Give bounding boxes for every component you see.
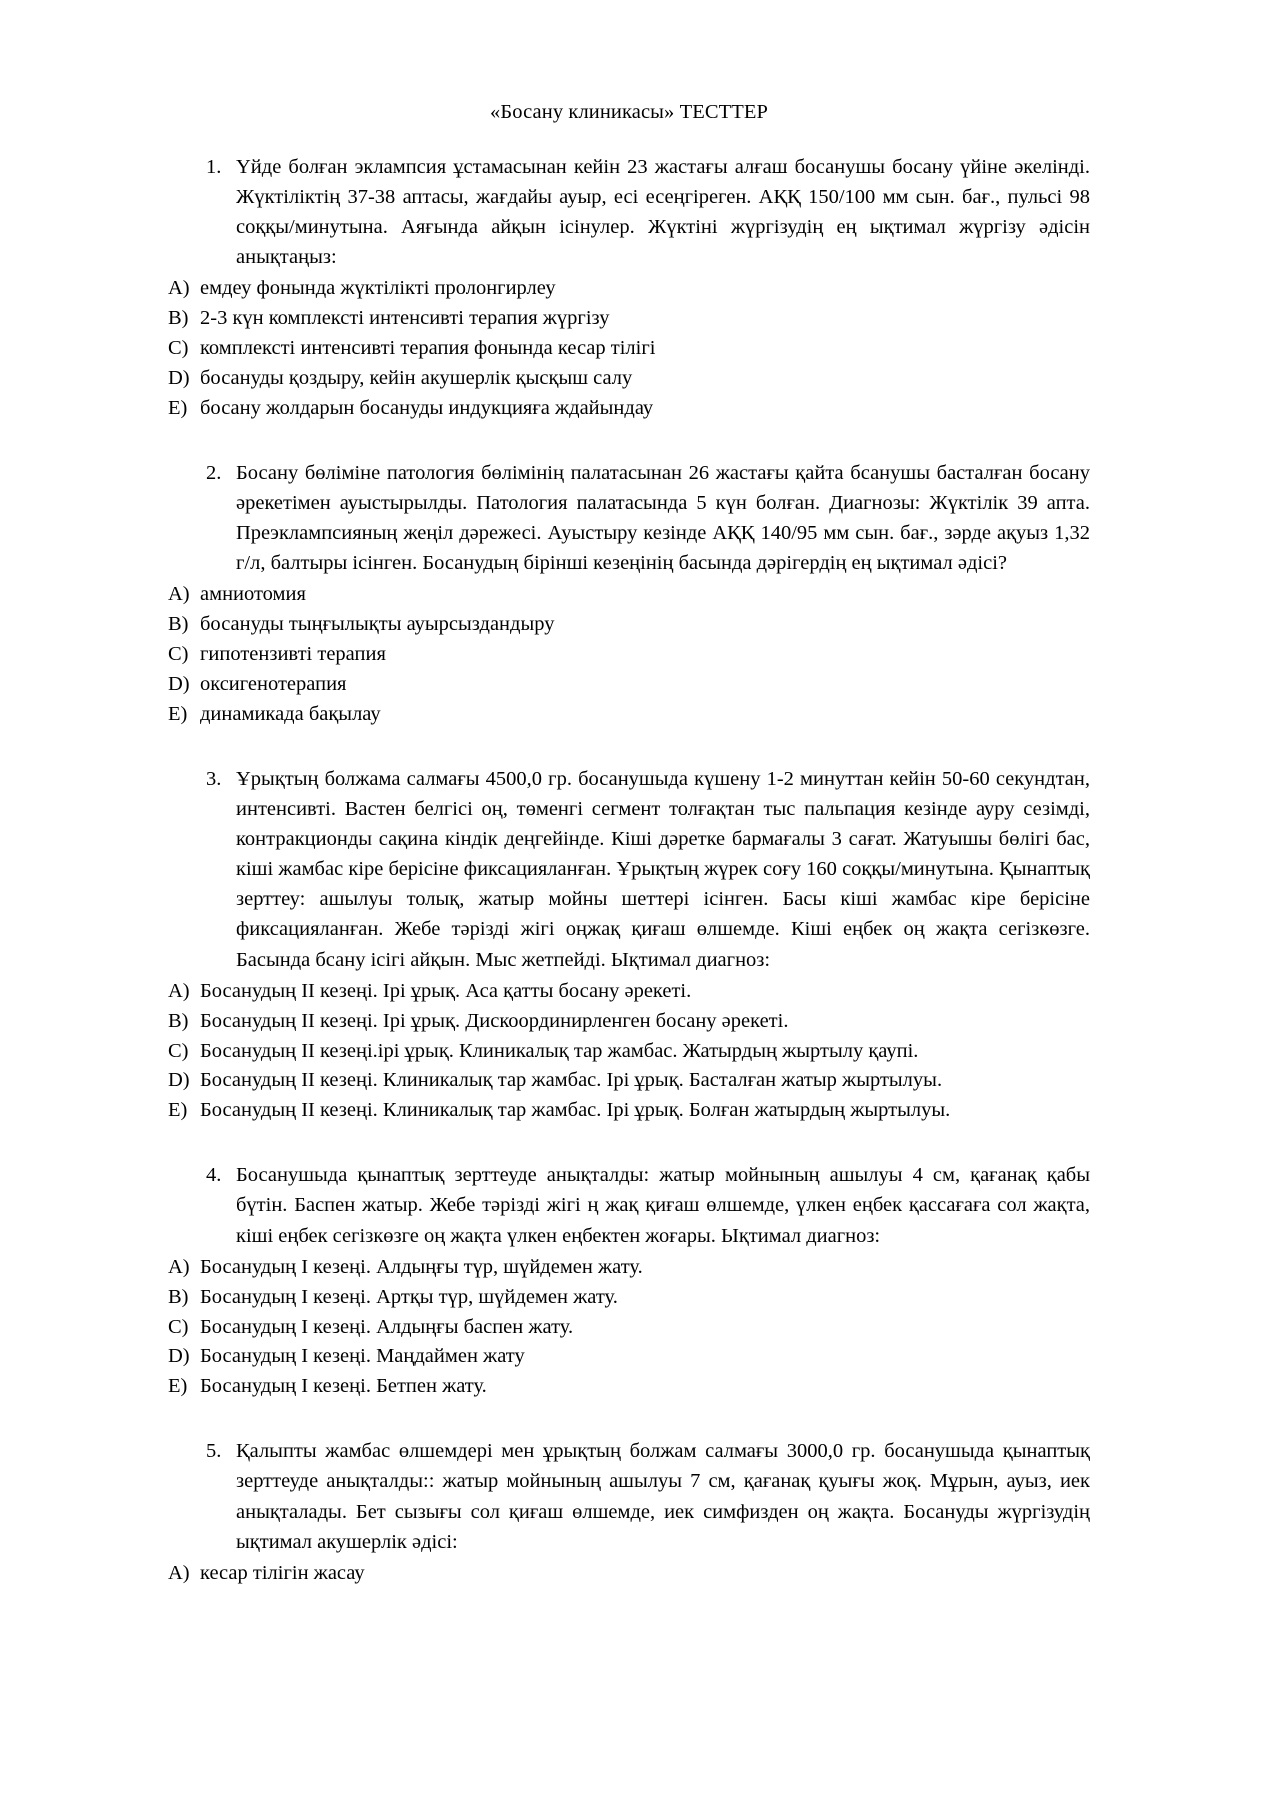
option-letter: E) [168,1099,188,1122]
option-text: гипотензивті терапия [200,643,386,666]
option-letter: C) [168,1315,189,1338]
option-text: комплексті интенсивті терапия фонында кесар тілігі [200,336,656,359]
question-text: Босану бөліміне патология бөлімінің палатасынан 26 жастағы қайта бсанушы басталған босану әрекетімен ауыстырылды. Патология палатасында 5 күн болған. Диагнозы: Жүктілік 39 апта. Преэклампсияның жеңіл дәрежесі. Ауыстыру кезінде АҚҚ 140/95 мм сын. бағ., зәрде ақуыз 1,32 г/л, балтыры ісінген. Босанудың бірінші кезеңінің басында дәрігердің ең ықтимал әдісі? [236,461,1090,575]
option-text: Босанудың ІІ кезеңі. Ірі ұрық. Дискоординирленген босану әрекеті. [200,1009,789,1032]
question-block [168,152,1090,424]
option-text: Босанудың ІІ кезеңі. Клиникалық тар жамбас. Ірі ұрық. Басталған жатыр жыртылуы. [200,1069,943,1092]
question-block [168,1436,1090,1588]
section-spacer [168,432,1090,458]
option-letter: A) [168,979,190,1002]
question-row [168,764,1090,975]
question-block [168,764,1090,1126]
option-letter: C) [168,643,189,666]
option-text: кесар тілігін жасау [200,1561,365,1584]
option-d[interactable] [168,364,1090,394]
option-letter: C) [168,336,189,359]
option-d[interactable] [168,1342,1090,1372]
option-c[interactable] [168,640,1090,670]
option-text: емдеу фонында жүктілікті пролонгирлеу [200,277,556,300]
option-text: Босанудың ІІ кезеңі. Ірі ұрық. Аса қатты босану әрекеті. [200,979,692,1002]
option-letter: B) [168,1009,189,1032]
question-block [168,458,1090,730]
question-number: 2. [206,461,222,484]
question-number: 3. [206,767,222,790]
option-a[interactable] [168,977,1090,1007]
option-text: Босанудың І кезеңі. Алдыңғы баспен жату. [200,1315,574,1338]
question-number: 4. [206,1164,222,1187]
option-b[interactable] [168,610,1090,640]
option-text: амниотомия [200,583,306,606]
option-text: Босанудың І кезеңі. Бетпен жату. [200,1375,487,1398]
options-list [168,1559,1090,1589]
option-letter: D) [168,366,190,389]
option-c[interactable] [168,334,1090,364]
option-text: динамикада бақылау [200,702,381,725]
option-b[interactable] [168,1283,1090,1313]
option-c[interactable] [168,1313,1090,1343]
option-letter: E) [168,1375,188,1398]
option-letter: A) [168,583,190,606]
option-a[interactable] [168,1559,1090,1589]
option-a[interactable] [168,1253,1090,1283]
option-letter: E) [168,702,188,725]
option-letter: C) [168,1039,189,1062]
option-d[interactable] [168,1066,1090,1096]
option-letter: B) [168,307,189,330]
option-e[interactable] [168,700,1090,730]
option-letter: A) [168,1561,190,1584]
question-number: 5. [206,1440,222,1463]
options-list [168,580,1090,730]
option-text: Босанудың І кезеңі. Маңдаймен жату [200,1345,525,1368]
option-letter: E) [168,396,188,419]
option-c[interactable] [168,1037,1090,1067]
question-number: 1. [206,155,222,178]
option-a[interactable] [168,580,1090,610]
question-row [168,1160,1090,1250]
page-title: «Босану клиникасы» ТЕСТТЕР [490,101,768,123]
option-text: 2-3 күн комплексті интенсивті терапия жүргізу [200,307,610,330]
question-block [168,1160,1090,1402]
option-text: оксигенотерапия [200,673,347,695]
option-d[interactable] [168,670,1090,700]
option-text: босану жолдарын босануды индукцияға ждайындау [200,396,654,419]
option-letter: B) [168,613,189,636]
options-list [168,977,1090,1127]
option-e[interactable] [168,1372,1090,1402]
option-text: Босанудың І кезеңі. Алдыңғы түр, шүйдемен жату. [200,1255,643,1278]
option-b[interactable] [168,1007,1090,1037]
question-text: Қалыпты жамбас өлшемдері мен ұрықтың болжам салмағы 3000,0 гр. босанушыда қынаптық зерттеуде анықталды:: жатыр мойнының ашылуы 7 см, қағанақ қуығы жоқ. Мұрын, ауыз, иек анықталады. Бет сызығы сол қиғаш өлшемде, иек симфизден оң жақта. Босануды жүргізудің ықтимал акушерлік әдісі: [236,1440,1090,1553]
option-text: босануды тыңғылықты ауырсыздандыру [200,613,555,636]
option-text: Босанудың І кезеңі. Артқы түр, шүйдемен жату. [200,1285,618,1308]
option-e[interactable] [168,394,1090,424]
options-list [168,1253,1090,1403]
section-spacer [168,1134,1090,1160]
option-text: босануды қоздыру, кейін акушерлік қысқыш салу [200,366,633,389]
option-e[interactable] [168,1096,1090,1126]
question-text: Үйде болған эклампсия ұстамасынан кейін 23 жастағы алғаш босанушы босану үйіне әкелінді. Жүктіліктің 37-38 аптасы, жағдайы ауыр, есі есеңгіреген. АҚҚ 150/100 мм сын. бағ., пульсі 98 соққы/минутына. Аяғында айқын ісінулер. Жүктіні жүргізудің ең ықтимал жүргізу әдісін анықтаңыз: [236,155,1090,268]
question-row [168,1436,1090,1557]
option-letter: A) [168,277,190,300]
options-list [168,274,1090,424]
question-row [168,152,1090,273]
section-spacer [168,1410,1090,1436]
section-spacer [168,738,1090,764]
question-row [168,458,1090,579]
question-text: Ұрықтың болжама салмағы 4500,0 гр. босанушыда күшену 1-2 минуттан кейін 50-60 секундтан, интенсивті. Вастен белгісі оң, төменгі сегмент толғақтан тыс пальпация кезінде ауру сезімді, контракционды сақина кіндік деңгейінде. Кіші дәретке бармағалы 3 сағат. Жатуышы бөлігі бас, кіші жамбас кіре берісіне фиксацияланған. Ұрықтың жүрек соғу 160 соққы/минутына. Қынаптық зерттеу: ашылуы толық, жатыр мойны шеттері ісінген. Басы кіші жамбас кіре берісіне фиксацияланған. Жебе тәрізді жігі оңжақ қиғаш өлшемде. Кіші еңбек оң жақта сегізкөзге. Басында бсану ісігі айқын. Мыс жетпейді. Ықтимал диагноз: [236,767,1090,971]
option-text: Босанудың ІІ кезеңі. Клиникалық тар жамбас. Ірі ұрық. Болған жатырдың жыртылуы. [200,1099,951,1122]
option-letter: D) [168,1345,190,1368]
option-text: Босанудың ІІ кезеңі.ірі ұрық. Клиникалық тар жамбас. Жатырдың жыртылу қаупі. [200,1039,919,1062]
question-text: Босанушыда қынаптық зерттеуде анықталды: жатыр мойнының ашылуы 4 см, қағанақ қабы бүтін. Баспен жатыр. Жебе тәрізді жігі ң жақ қиғаш өлшемде, үлкен еңбек қассағаға сол жақта, кіші еңбек сегізкөзге оң жақта үлкен еңбектен жоғары. Ықтимал диагноз: [236,1164,1090,1247]
option-b[interactable] [168,304,1090,334]
option-letter: D) [168,673,190,695]
option-a[interactable] [168,274,1090,304]
option-letter: B) [168,1285,189,1308]
option-letter: D) [168,1069,190,1092]
option-letter: A) [168,1255,190,1278]
